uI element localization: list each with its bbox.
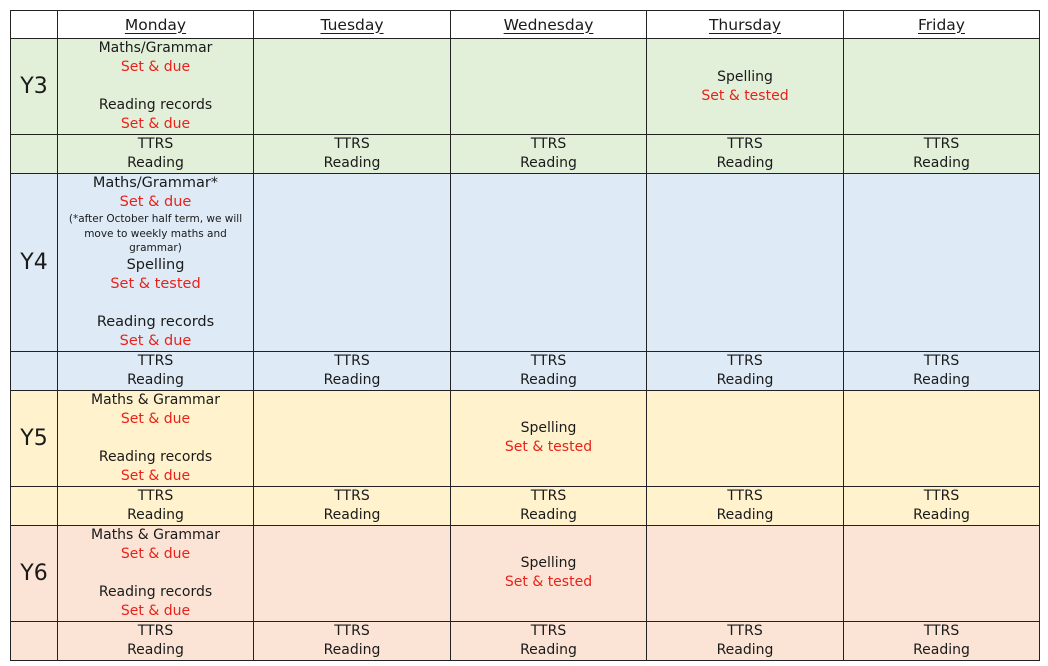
reading-text: Reading — [913, 641, 970, 658]
ttrs-text: TTRS — [334, 622, 370, 639]
y6-main-row — [11, 525, 1040, 621]
ttrs-text: TTRS — [530, 487, 567, 504]
y3-monday-task: Maths/Grammar — [98, 40, 213, 56]
y3-friday-cell — [844, 39, 1040, 135]
y4-monday-reading-records: Reading records — [96, 313, 215, 330]
ttrs-text: TTRS — [137, 487, 174, 504]
y3-monday-ttrs-cell — [58, 135, 254, 174]
y6-monday-records-set-due: Set & due — [120, 602, 191, 619]
y5-wednesday-spelling: Spelling — [520, 420, 577, 436]
y3-monday-set-due: Set & due — [120, 59, 191, 75]
y5-thursday-cell — [647, 390, 844, 486]
reading-text: Reading — [716, 371, 774, 388]
y4-monday-set-due: Set & due — [119, 194, 192, 210]
y4-wednesday-cell — [451, 174, 647, 352]
ttrs-text: TTRS — [727, 136, 763, 152]
y6-monday-reading-records: Reading records — [98, 583, 213, 600]
y4-friday-ttrs-cell — [844, 351, 1040, 390]
y3-friday-ttrs-cell — [844, 135, 1040, 174]
year-label-y5: Y5 — [11, 390, 58, 486]
ttrs-text: TTRS — [137, 136, 174, 152]
year-label-y3: Y3 — [11, 39, 58, 135]
homework-timetable — [10, 10, 1040, 661]
y5-monday-task: Maths & Grammar — [91, 391, 220, 408]
day-header-wednesday: Wednesday — [451, 11, 647, 39]
reading-text: Reading — [913, 506, 970, 523]
reading-text: Reading — [716, 641, 774, 658]
ttrs-text: TTRS — [530, 352, 567, 369]
y6-ttrs-row — [11, 621, 1040, 660]
y5-monday-records-set-due: Set & due — [120, 467, 191, 484]
y6-monday-task: Maths & Grammar — [91, 526, 220, 543]
y6-wednesday-set-tested: Set & tested — [504, 574, 593, 590]
y4-monday-note: (*after October half term, we will move to weekly maths and grammar) — [68, 213, 243, 254]
y5-friday-ttrs-cell — [844, 486, 1040, 525]
y6-monday-cell — [58, 525, 254, 621]
y3-monday-records-set-due: Set & due — [120, 116, 191, 132]
y5-monday-cell — [58, 390, 254, 486]
reading-text: Reading — [520, 506, 577, 523]
y5-monday-reading-records: Reading records — [98, 448, 213, 465]
y5-tuesday-cell — [254, 390, 451, 486]
y6-wednesday-spelling: Spelling — [520, 555, 577, 571]
ttrs-text: TTRS — [923, 487, 960, 504]
y3-monday-reading-records: Reading records — [98, 97, 213, 113]
y3-ttrs-row — [11, 135, 1040, 174]
reading-text: Reading — [323, 155, 381, 171]
y3-ttrs-label-cell — [11, 135, 58, 174]
y5-thursday-ttrs-cell — [647, 486, 844, 525]
y5-main-row — [11, 390, 1040, 486]
y5-ttrs-row — [11, 486, 1040, 525]
reading-text: Reading — [127, 506, 184, 523]
ttrs-text: TTRS — [923, 136, 960, 152]
ttrs-text: TTRS — [137, 622, 174, 639]
day-header-thursday: Thursday — [647, 11, 844, 39]
day-header-friday: Friday — [844, 11, 1040, 39]
y4-monday-ttrs-cell — [58, 351, 254, 390]
y4-monday-spelling: Spelling — [126, 256, 185, 273]
y3-wednesday-cell — [451, 39, 647, 135]
y4-friday-cell — [844, 174, 1040, 352]
y3-thursday-ttrs-cell — [647, 135, 844, 174]
y4-monday-cell — [58, 174, 254, 352]
header-row — [11, 11, 1040, 39]
reading-text: Reading — [127, 371, 184, 388]
y6-monday-set-due: Set & due — [120, 545, 191, 562]
reading-text: Reading — [127, 641, 184, 658]
ttrs-text: TTRS — [727, 487, 763, 504]
reading-text: Reading — [913, 371, 970, 388]
y6-friday-cell — [844, 525, 1040, 621]
y4-tuesday-ttrs-cell — [254, 351, 451, 390]
y6-thursday-ttrs-cell — [647, 621, 844, 660]
y6-wednesday-cell — [451, 525, 647, 621]
ttrs-text: TTRS — [727, 622, 763, 639]
ttrs-text: TTRS — [530, 622, 567, 639]
reading-text: Reading — [520, 371, 577, 388]
y6-friday-ttrs-cell — [844, 621, 1040, 660]
y3-tuesday-ttrs-cell — [254, 135, 451, 174]
reading-text: Reading — [323, 506, 381, 523]
ttrs-text: TTRS — [334, 352, 370, 369]
y5-ttrs-label-cell — [11, 486, 58, 525]
y4-ttrs-label-cell — [11, 351, 58, 390]
y5-tuesday-ttrs-cell — [254, 486, 451, 525]
y5-friday-cell — [844, 390, 1040, 486]
reading-text: Reading — [520, 641, 577, 658]
y6-tuesday-cell — [254, 525, 451, 621]
y4-ttrs-row — [11, 351, 1040, 390]
y6-ttrs-label-cell — [11, 621, 58, 660]
corner-cell — [11, 11, 58, 39]
y5-wednesday-ttrs-cell — [451, 486, 647, 525]
y3-main-row — [11, 39, 1040, 135]
y6-tuesday-ttrs-cell — [254, 621, 451, 660]
ttrs-text: TTRS — [334, 487, 370, 504]
reading-text: Reading — [520, 155, 577, 171]
y4-main-row — [11, 174, 1040, 352]
day-header-monday: Monday — [58, 11, 254, 39]
y4-thursday-cell — [647, 174, 844, 352]
ttrs-text: TTRS — [727, 352, 763, 369]
y4-monday-set-tested: Set & tested — [110, 275, 201, 292]
ttrs-text: TTRS — [334, 136, 370, 152]
y6-monday-ttrs-cell — [58, 621, 254, 660]
reading-text: Reading — [913, 155, 970, 171]
y4-tuesday-cell — [254, 174, 451, 352]
reading-text: Reading — [127, 155, 184, 171]
ttrs-text: TTRS — [923, 622, 960, 639]
ttrs-text: TTRS — [530, 136, 567, 152]
y3-thursday-spelling: Spelling — [717, 68, 773, 85]
reading-text: Reading — [323, 371, 381, 388]
y3-tuesday-cell — [254, 39, 451, 135]
y5-wednesday-set-tested: Set & tested — [504, 439, 593, 455]
y4-wednesday-ttrs-cell — [451, 351, 647, 390]
y3-wednesday-ttrs-cell — [451, 135, 647, 174]
y6-wednesday-ttrs-cell — [451, 621, 647, 660]
y5-monday-set-due: Set & due — [120, 410, 191, 427]
y5-monday-ttrs-cell — [58, 486, 254, 525]
y4-monday-task: Maths/Grammar* — [92, 175, 219, 191]
y3-thursday-set-tested: Set & tested — [701, 87, 789, 104]
y3-thursday-cell — [647, 39, 844, 135]
reading-text: Reading — [716, 506, 774, 523]
reading-text: Reading — [716, 155, 774, 171]
reading-text: Reading — [323, 641, 381, 658]
year-label-y6: Y6 — [11, 525, 58, 621]
y6-thursday-cell — [647, 525, 844, 621]
y3-monday-cell — [58, 39, 254, 135]
y4-thursday-ttrs-cell — [647, 351, 844, 390]
day-header-tuesday: Tuesday — [254, 11, 451, 39]
ttrs-text: TTRS — [923, 352, 960, 369]
y5-wednesday-cell — [451, 390, 647, 486]
year-label-y4: Y4 — [11, 174, 58, 352]
ttrs-text: TTRS — [137, 352, 174, 369]
y4-monday-records-set-due: Set & due — [119, 332, 192, 349]
